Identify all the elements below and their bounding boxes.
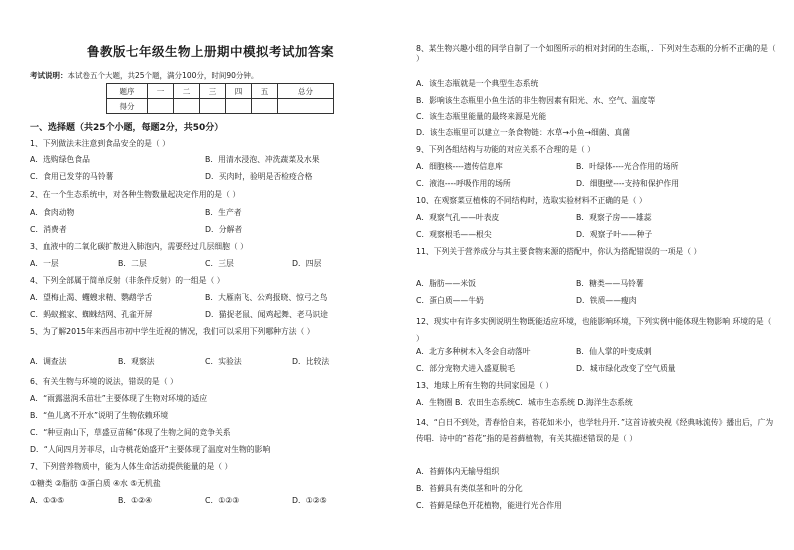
question-option: A．“雨露滋润禾苗壮”主要体现了生物对环境的适应	[30, 394, 208, 403]
question-option: C．观察根毛——根尖	[416, 230, 492, 239]
question-stem: 9、下列各组结构与功能的对应关系不合理的是（ ）	[416, 145, 595, 154]
score-table-header-row	[107, 84, 334, 99]
question-option: C．“种豆南山下，草盛豆苗稀”体现了生物之间的竞争关系	[30, 428, 231, 437]
question-option: D．铁质——瘦肉	[576, 296, 637, 305]
section-heading: 一、选择题（共25个小题，每题2分，共50分）	[30, 123, 224, 133]
question-option: C．①②③	[205, 496, 240, 505]
question-option: A．调查法	[30, 357, 67, 366]
question-option: C．该生态瓶里能量的最终来源是光能	[416, 112, 547, 121]
question-option: D．猫捉老鼠、闻鸡起舞、老马识途	[205, 310, 328, 319]
question-option: D．观察子叶——种子	[576, 230, 653, 239]
score-table-score-row	[107, 99, 334, 114]
question-option: B．观察法	[118, 357, 155, 366]
question-stem: 3、血液中的二氧化碳扩散进入肺泡内，需要经过几层细胞（ ）	[30, 242, 248, 251]
question-option: A．选购绿色食品	[30, 155, 90, 164]
score-cell	[226, 99, 252, 114]
score-cell: 五	[252, 84, 278, 99]
question-option: A．食肉动物	[30, 208, 75, 217]
option-row	[416, 230, 776, 240]
question-option: C．三层	[205, 259, 234, 268]
score-cell	[252, 99, 278, 114]
question-option: B．观察子房——雄蕊	[576, 213, 652, 222]
score-cell: 总分	[278, 84, 334, 99]
question-option: D．①②⑤	[292, 496, 327, 505]
question-stem: 5、为了解2015年来西昌市初中学生近视的情况，我们可以采用下列哪种方法（ ）	[30, 327, 315, 336]
option-row	[30, 225, 390, 235]
question-option: D．四层	[292, 259, 322, 268]
question-option: B．苔藓具有类似茎和叶的分化	[416, 484, 523, 493]
question-stem: 8、某生物兴趣小组的同学自制了一个如图所示的相对封闭的生态瓶，．下列对生态瓶的分析不正确的是（ ）	[416, 44, 776, 63]
question-option: C．苔藓是绿色开花植物，能进行光合作用	[416, 501, 562, 510]
question-stem: 1、下列做法未注意到食品安全的是（ ）	[30, 139, 170, 148]
question-option: C．消费者	[30, 225, 67, 234]
option-row	[30, 208, 390, 218]
option-row	[30, 293, 390, 303]
question-option: B．“鱼儿离不开水”说明了生物依赖环境	[30, 411, 169, 420]
question-option: B．二层	[118, 259, 147, 268]
question-option: A．北方多种树木入冬会自动落叶	[416, 347, 531, 356]
option-row	[30, 357, 390, 367]
question-stem: 13、地球上所有生物的共同家园是（ ）	[416, 381, 554, 390]
question-option: A．细胞核----遗传信息库	[416, 162, 503, 171]
question-option: B．影响该生态瓶里小鱼生活的非生物因素有阳光、水、空气、温度等	[416, 96, 656, 105]
score-cell: 一	[148, 84, 174, 99]
option-row	[30, 496, 390, 506]
page-title: 鲁教版七年级生物上册期中模拟考试加答案	[86, 44, 334, 59]
option-row	[416, 364, 776, 374]
score-cell	[174, 99, 200, 114]
question-option: B．糖类——马铃薯	[576, 279, 644, 288]
question-stem: 2、在一个生态系统中，对各种生物数量起决定作用的是（ ）	[30, 190, 241, 199]
exam-note	[30, 70, 258, 81]
option-row	[30, 259, 390, 269]
question-option: D．细胞壁----支持和保护作用	[576, 179, 680, 188]
question-option: D．分解者	[205, 225, 243, 234]
question-stem: 10、在观察菜豆植株的不同结构时，选取实验材料不正确的是（ ）	[416, 196, 647, 205]
question-stem: 6、有关生物与环境的说法，错误的是（ ）	[30, 377, 178, 386]
score-cell: 得分	[107, 99, 148, 114]
exam-note-label: 考试说明：	[30, 71, 68, 80]
option-row	[416, 162, 776, 172]
question-option: D．“人间四月芳菲尽，山寺桃花始盛开”主要体现了温度对生物的影响	[30, 445, 271, 454]
question-option: A．一层	[30, 259, 59, 268]
question-option: A．苔藓体内无输导组织	[416, 467, 500, 476]
question-stem: 7、下列营养物质中，能为人体生命活动提供能量的是（ ）	[30, 462, 233, 471]
exam-note-text: 本试卷五个大题，共25个题，满分100分，时间90分钟。	[67, 71, 259, 80]
question-option: A．①③⑤	[30, 496, 65, 505]
question-option: D．买肉时，验明是否检疫合格	[205, 172, 313, 181]
question-stem: 4、下列全部属于简单反射（非条件反射）的一组是（ ）	[30, 276, 225, 285]
score-table	[106, 83, 334, 114]
option-row	[30, 155, 390, 165]
question-option: C．蛋白质——牛奶	[416, 296, 484, 305]
question-option: B．生产者	[205, 208, 242, 217]
option-row	[30, 310, 390, 320]
question-option: B．仙人掌的叶变成刺	[576, 347, 652, 356]
question-option: A．脂肪——米饭	[416, 279, 476, 288]
option-row	[30, 172, 390, 182]
score-cell: 二	[174, 84, 200, 99]
question-option: C．液泡----呼吸作用的场所	[416, 179, 511, 188]
question-option: ①糖类 ②脂肪 ③蛋白质 ④水 ⑤无机盐	[30, 479, 161, 488]
question-option: D．比较法	[292, 357, 330, 366]
option-row	[416, 213, 776, 223]
option-row	[416, 347, 776, 357]
score-cell	[200, 99, 226, 114]
question-option: A．观察气孔——叶表皮	[416, 213, 500, 222]
score-cell: 三	[200, 84, 226, 99]
question-option: A．望梅止渴、蠼螋求精、鹦鹉学舌	[30, 293, 153, 302]
question-option: C．实验法	[205, 357, 242, 366]
question-option: C．蚂蚁搬家、蜘蛛结网、孔雀开屏	[30, 310, 153, 319]
score-cell	[148, 99, 174, 114]
question-option: A．生物圈 B．农田生态系统C．城市生态系统 D.海洋生态系统	[416, 398, 633, 407]
score-cell: 四	[226, 84, 252, 99]
question-option: B．大雁南飞、公鸡报晓、惊弓之鸟	[205, 293, 328, 302]
question-option: D．该生态瓶里可以建立一条食物链：水草→小鱼→细菌、真菌	[416, 128, 630, 137]
option-row	[416, 279, 776, 289]
question-option: C．食用已发芽的马铃薯	[30, 172, 114, 181]
question-stem: 12、现实中有许多实例说明生物既能适应环境，也能影响环境，下列实例中能体现生物影响 环境的是（ ）	[416, 317, 772, 343]
score-cell	[278, 99, 334, 114]
question-option: B．①②④	[118, 496, 153, 505]
question-option: B．用清水浸泡、冲洗蔬菜及水果	[205, 155, 320, 164]
question-option: D．城市绿化改变了空气质量	[576, 364, 676, 373]
option-row	[416, 296, 776, 306]
question-option: B．叶绿体----光合作用的场所	[576, 162, 679, 171]
question-stem: 11、下列关于营养成分与其主要食物来源的搭配中，你认为搭配错误的一项是（ ）	[416, 247, 702, 256]
question-option: A．该生态瓶就是一个典型生态系统	[416, 79, 539, 88]
score-cell: 题序	[107, 84, 148, 99]
question-option: C．部分宠物犬进入盛夏脱毛	[416, 364, 516, 373]
question-stem: 14、“白日不到处，青春恰自来，苔花如米小，也学牡丹开．”这首诗被央视《经典咏流传》播出后，广为传唱．诗中的“苔花”指的是苔藓植物，有关其描述错误的是（ ）	[416, 418, 774, 443]
option-row	[416, 179, 776, 189]
